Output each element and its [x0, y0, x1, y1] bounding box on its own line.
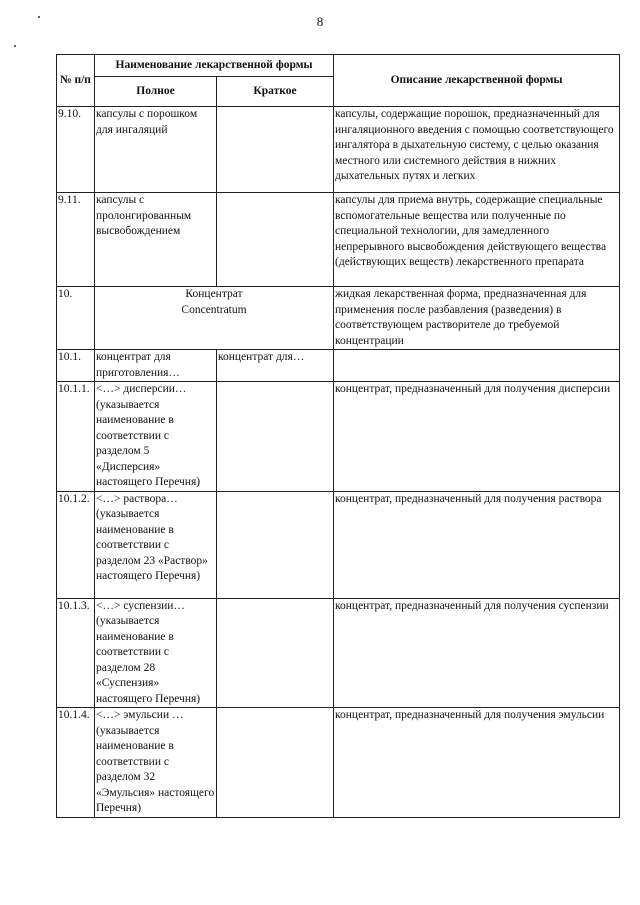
column-header-description: Описание лекарственной формы: [334, 55, 620, 107]
row-description: концентрат, предназначенный для получения раствора: [334, 491, 620, 598]
table-row: [57, 598, 620, 708]
row-short-name: [217, 193, 334, 287]
column-header-full: Полное: [95, 77, 217, 107]
column-header-short: Краткое: [217, 77, 334, 107]
row-description: [334, 350, 620, 382]
row-description: жидкая лекарственная форма, предназначенная для применения после разбавления (разведения) в соответствующем растворителе до требуемой концентрации: [334, 287, 620, 350]
row-full-name: <…> раствора… (указывается наименование в соответствии с разделом 23 «Раствор» настоящего Перечня): [95, 491, 217, 598]
row-short-name: [217, 598, 334, 708]
row-full-name: <…> эмульсии … (указывается наименование в соответствии с разделом 32 «Эмульсия» настоящего Перечня): [95, 708, 217, 818]
table-row: [57, 193, 620, 287]
table-row-section: [57, 287, 620, 350]
row-full-name: концентрат для приготовления…: [95, 350, 217, 382]
table-header-row: [57, 55, 620, 77]
column-header-number: № п/п: [57, 55, 95, 107]
table-row: [57, 708, 620, 818]
page-number: 8: [316, 14, 324, 29]
row-full-name: капсулы с пролонгированным высвобождением: [95, 193, 217, 287]
row-number: 10.1.2.: [57, 491, 95, 598]
row-description: концентрат, предназначенный для получения эмульсии: [334, 708, 620, 818]
scan-speck: [14, 45, 16, 47]
row-short-name: [217, 708, 334, 818]
row-full-name: капсулы с порошком для ингаляций: [95, 107, 217, 193]
column-header-name-group: Наименование лекарственной формы: [95, 55, 334, 77]
row-short-name: концентрат для…: [217, 350, 334, 382]
row-number: 10.: [57, 287, 95, 350]
row-number: 10.1.4.: [57, 708, 95, 818]
table-row: [57, 382, 620, 492]
row-description: капсулы, содержащие порошок, предназначенный для ингаляционного введения с помощью соответствующего ингалятора в дыхательную систему, с целью оказания местного или системного действия в нижних дыхательных путях и легких: [334, 107, 620, 193]
table-row: [57, 491, 620, 598]
table-row: [57, 107, 620, 193]
row-description: концентрат, предназначенный для получения суспензии: [334, 598, 620, 708]
row-number: 10.1.3.: [57, 598, 95, 708]
scan-speck: [38, 16, 40, 18]
row-short-name: [217, 491, 334, 598]
row-full-name: <…> суспензии… (указывается наименование в соответствии с разделом 28 «Суспензия» настоящего Перечня): [95, 598, 217, 708]
section-title: [95, 287, 334, 350]
row-number: 9.11.: [57, 193, 95, 287]
row-number: 9.10.: [57, 107, 95, 193]
row-number: 10.1.1.: [57, 382, 95, 492]
row-description: капсулы для приема внутрь, содержащие специальные вспомогательные вещества или полученные по специальной технологии, для замедленного непрерывного высвобождения действующего вещества (действующих веществ) лекарственного препарата: [334, 193, 620, 287]
row-short-name: [217, 107, 334, 193]
section-title-ru: Концентрат: [185, 288, 243, 300]
table-row: [57, 350, 620, 382]
row-number: 10.1.: [57, 350, 95, 382]
row-full-name: <…> дисперсии… (указывается наименование в соответствии с разделом 5 «Дисперсия» настоящего Перечня): [95, 382, 217, 492]
row-short-name: [217, 382, 334, 492]
row-description: концентрат, предназначенный для получения дисперсии: [334, 382, 620, 492]
dosage-form-table: [56, 54, 620, 818]
section-title-la: Concentratum: [181, 303, 247, 316]
